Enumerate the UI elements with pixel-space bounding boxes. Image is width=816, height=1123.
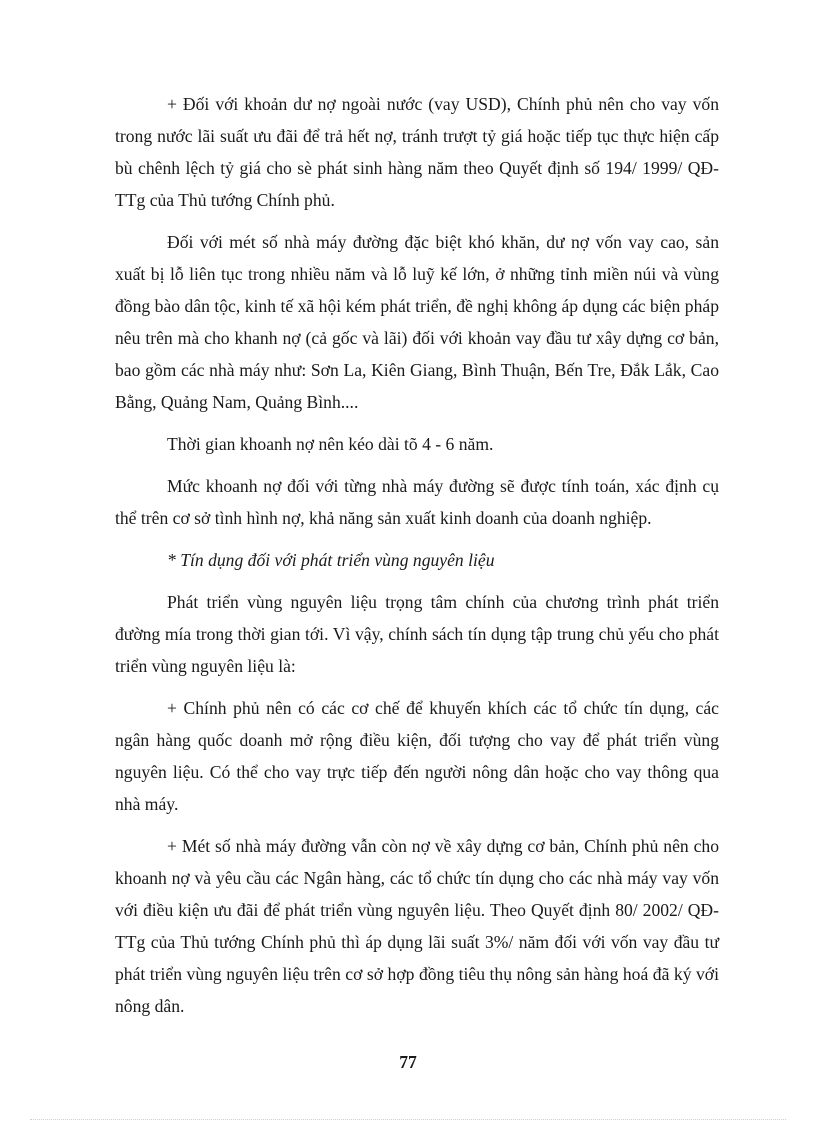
paragraph-foreign-debt: + Đối với khoản dư nợ ngoài nước (vay USD), Chính phủ nên cho vay vốn trong nước lãi suất ưu đãi để trả hết nợ, tránh trượt tỷ giá hoặc tiếp tục thực hiện cấp bù chênh lệch tỷ giá cho sè phát sinh hàng năm theo Quyết định số 194/ 1999/ QĐ-TTg của Thủ tướng Chính phủ. [115,94,719,210]
paragraph-difficult-factories: Đối với mét số nhà máy đường đặc biệt khó khăn, dư nợ vốn vay cao, sản xuất bị lỗ liên tục trong nhiều năm và lỗ luỹ kế lớn, ở những tỉnh miền núi và vùng đồng bào dân tộc, kinh tế xã hội kém phát triển, đề nghị không áp dụng các biện pháp nêu trên mà cho khanh nợ (cả gốc và lãi) đối với khoản vay đầu tư xây dựng cơ bản, bao gồm các nhà máy như: Sơn La, Kiên Giang, Bình Thuận, Bến Tre, Đắk Lắk, Cao Bằng, Quảng Nam, Quảng Bình.... [115,232,719,412]
paragraph-preferential-loans: + Mét số nhà máy đường vẫn còn nợ về xây dựng cơ bản, Chính phủ nên cho khoanh nợ và yêu cầu các Ngân hàng, các tổ chức tín dụng cho các nhà máy vay vốn với điều kiện ưu đãi để phát triển vùng nguyên liệu. Theo Quyết định 80/ 2002/ QĐ-TTg của Thủ tướng Chính phủ thì áp dụng lãi suất 3%/ năm đối với vốn vay đầu tư phát triển vùng nguyên liệu trên cơ sở hợp đồng tiêu thụ nông sản hàng hoá đã ký với nông dân. [115,836,719,1016]
paragraph-moratorium-duration: Thời gian khoanh nợ nên kéo dài tõ 4 - 6 năm. [167,434,494,454]
paragraph-government-mechanisms: + Chính phủ nên có các cơ chế để khuyến khích các tổ chức tín dụng, các ngân hàng quốc doanh mở rộng điều kiện, đối tượng cho vay để phát triển vùng nguyên liệu. Có thể cho vay trực tiếp đến người nông dân hoặc cho vay thông qua nhà máy. [115,698,719,814]
document-body [115,88,719,1022]
footer-divider [30,1119,786,1120]
section-heading-raw-material-credit: * Tín dụng đối với phát triển vùng nguyên liệu [167,550,495,570]
page-number: 77 [399,1052,417,1072]
paragraph-moratorium-level: Mức khoanh nợ đối với từng nhà máy đường sẽ được tính toán, xác định cụ thể trên cơ sở tình hình nợ, khả năng sản xuất kinh doanh của doanh nghiệp. [115,476,719,528]
paragraph-raw-material-focus: Phát triển vùng nguyên liệu trọng tâm chính của chương trình phát triển đường mía trong thời gian tới. Vì vậy, chính sách tín dụng tập trung chủ yếu cho phát triển vùng nguyên liệu là: [115,592,719,676]
